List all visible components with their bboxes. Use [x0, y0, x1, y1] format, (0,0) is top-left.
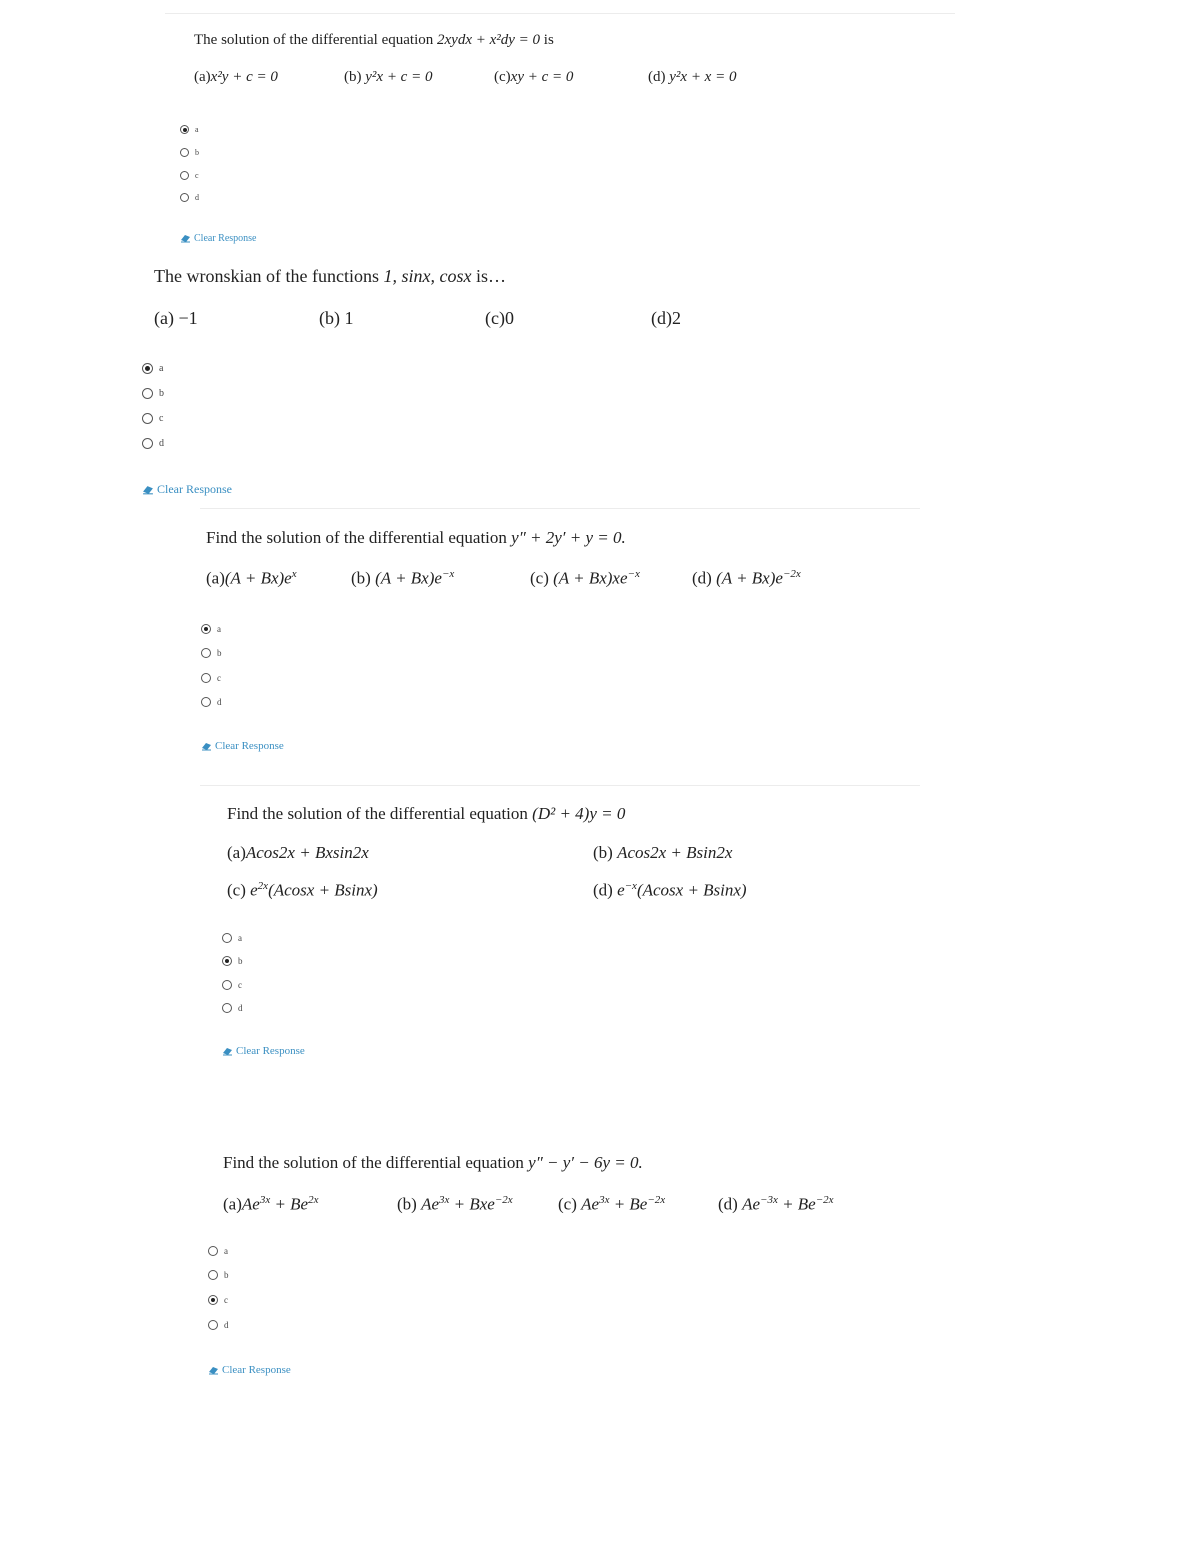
radio-label: a: [238, 933, 242, 943]
radio-button[interactable]: [201, 673, 211, 683]
radio-button[interactable]: [180, 148, 189, 157]
question-3-radio-b[interactable]: [201, 648, 222, 658]
radio-button[interactable]: [208, 1246, 218, 1256]
eraser-icon: [222, 1047, 233, 1056]
question-3-radio-a[interactable]: [201, 624, 221, 634]
radio-label: c: [217, 673, 221, 683]
clear-response-label: Clear Response: [215, 740, 284, 752]
question-4-option-c: (c) $e^{2x}(Acosx + Bsinx)$: [227, 880, 378, 900]
radio-label: c: [238, 980, 242, 990]
question-divider: [200, 785, 920, 786]
question-3-option-b: (b) $(A + Bx)e^{-x}$: [351, 568, 455, 588]
question-5-stem: Find the solution of the differential equation y″ − y′ − 6y = 0.: [223, 1153, 643, 1172]
question-3-option-a: $(a)(A + Bx)e^x$: [206, 568, 297, 588]
question-2-option-b: (b) 1: [319, 308, 354, 328]
question-4-radio-d[interactable]: [222, 1003, 243, 1013]
question-5-radio-d[interactable]: [208, 1320, 229, 1330]
radio-label: a: [195, 125, 199, 134]
question-2-radio-d[interactable]: [142, 438, 164, 449]
question-1-radio-d[interactable]: [180, 193, 199, 202]
question-3-option-c: (c) $(A + Bx)xe^{-x}$: [530, 568, 640, 588]
radio-button[interactable]: [142, 438, 153, 449]
clear-response-label: Clear Response: [194, 233, 257, 244]
question-4-option-d: (d) $e^{-x}(Acosx + Bsinx)$: [593, 880, 747, 900]
radio-button[interactable]: [142, 363, 153, 374]
radio-button[interactable]: [201, 648, 211, 658]
radio-button[interactable]: [142, 388, 153, 399]
clear-response-label: Clear Response: [222, 1364, 291, 1376]
question-2-option-c: (c)0: [485, 308, 514, 328]
question-1-stem: The solution of the differential equation 2xydx + x²dy = 0 is: [194, 32, 554, 48]
radio-label: c: [159, 413, 164, 424]
question-3-radio-d[interactable]: [201, 697, 222, 707]
question-5-option-b: (b) $Ae^{3x} + Bxe^{-2x}$: [397, 1194, 513, 1214]
radio-label: b: [224, 1270, 229, 1280]
question-4-option-b: (b) Acos2x + Bsin2x: [593, 843, 733, 862]
radio-label: b: [159, 388, 164, 399]
question-5-clear-response-link[interactable]: [208, 1364, 291, 1376]
radio-label: d: [238, 1003, 243, 1013]
radio-label: a: [224, 1246, 228, 1256]
question-1-option-b: (b) y²x + c = 0: [344, 69, 433, 85]
question-2-stem: The wronskian of the functions 1, sinx, cosx is…: [154, 266, 506, 286]
question-4-option-a: (a)Acos2x + Bxsin2x: [227, 843, 369, 862]
clear-response-label: Clear Response: [157, 482, 232, 496]
radio-label: c: [195, 171, 199, 180]
question-3-clear-response-link[interactable]: [201, 740, 284, 752]
question-5-option-a: $(a)Ae^{3x} + Be^{2x}$: [223, 1194, 319, 1214]
question-5-option-d: (d) $Ae^{-3x} + Be^{-2x}$: [718, 1194, 834, 1214]
radio-button[interactable]: [208, 1295, 218, 1305]
radio-button[interactable]: [208, 1320, 218, 1330]
question-2-radio-c[interactable]: [142, 413, 163, 424]
question-1-option-d: (d) y²x + x = 0: [648, 69, 737, 85]
question-divider: [200, 508, 920, 509]
question-5-radio-b[interactable]: [208, 1270, 229, 1280]
question-4-clear-response-link[interactable]: [222, 1045, 305, 1057]
question-divider: [165, 13, 955, 14]
radio-label: a: [217, 624, 221, 634]
radio-button[interactable]: [222, 956, 232, 966]
question-2-radio-a[interactable]: [142, 363, 163, 374]
radio-button[interactable]: [180, 125, 189, 134]
radio-label: d: [159, 438, 164, 449]
question-1-clear-response-link[interactable]: [180, 233, 257, 244]
radio-label: d: [195, 193, 199, 202]
radio-button[interactable]: [222, 933, 232, 943]
question-2-option-d: (d)2: [651, 308, 681, 328]
radio-button[interactable]: [201, 624, 211, 634]
radio-button[interactable]: [142, 413, 153, 424]
radio-label: c: [224, 1295, 228, 1305]
eraser-icon: [208, 1366, 219, 1375]
radio-label: a: [159, 363, 164, 374]
question-2-radio-b[interactable]: [142, 388, 164, 399]
question-3-stem: Find the solution of the differential equation y″ + 2y′ + y = 0.: [206, 528, 626, 547]
question-1-option-c: (c)xy + c = 0: [494, 69, 574, 85]
question-3-radio-c[interactable]: [201, 673, 221, 683]
radio-button[interactable]: [180, 171, 189, 180]
radio-label: d: [224, 1320, 229, 1330]
question-5-radio-a[interactable]: [208, 1246, 228, 1256]
question-5-radio-c[interactable]: [208, 1295, 228, 1305]
radio-label: d: [217, 697, 222, 707]
eraser-icon: [142, 485, 154, 495]
question-4-radio-b[interactable]: [222, 956, 243, 966]
radio-button[interactable]: [201, 697, 211, 707]
question-5-option-c: (c) $Ae^{3x} + Be^{-2x}$: [558, 1194, 666, 1214]
question-1-radio-b[interactable]: [180, 148, 199, 157]
radio-label: b: [238, 956, 243, 966]
question-4-stem: Find the solution of the differential equation (D² + 4)y = 0: [227, 804, 626, 823]
radio-button[interactable]: [222, 980, 232, 990]
question-2-option-a: (a) −1: [154, 308, 198, 328]
radio-button[interactable]: [222, 1003, 232, 1013]
radio-label: b: [217, 648, 222, 658]
question-1-option-a: (a)x²y + c = 0: [194, 69, 278, 85]
question-1-radio-a[interactable]: [180, 125, 199, 134]
question-4-radio-c[interactable]: [222, 980, 242, 990]
eraser-icon: [180, 234, 191, 243]
radio-button[interactable]: [208, 1270, 218, 1280]
radio-label: b: [195, 148, 199, 157]
radio-button[interactable]: [180, 193, 189, 202]
question-2-clear-response-link[interactable]: [142, 482, 232, 497]
question-1-radio-c[interactable]: [180, 171, 199, 180]
clear-response-label: Clear Response: [236, 1045, 305, 1057]
question-4-radio-a[interactable]: [222, 933, 242, 943]
eraser-icon: [201, 742, 212, 751]
question-3-option-d: (d) $(A + Bx)e^{-2x}$: [692, 568, 801, 588]
